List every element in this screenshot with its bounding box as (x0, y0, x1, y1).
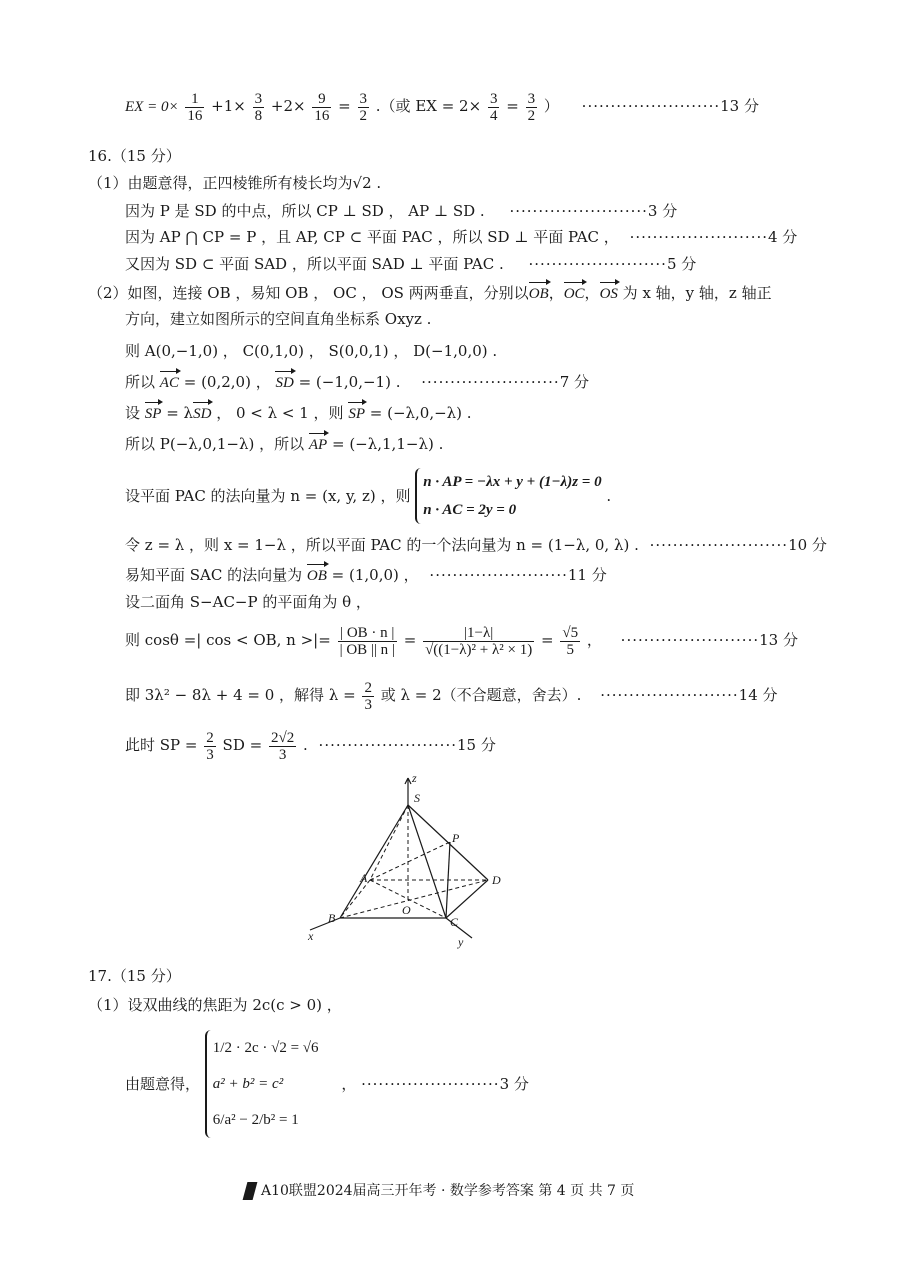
label-z: z (412, 771, 417, 785)
brand-logo-icon (243, 1182, 258, 1200)
label-s: S (414, 791, 420, 805)
q16-part2-line7: 设平面 PAC 的法向量为 n = (x, y, z) ，则 n · AP = −λx + y + (1−λ)z = 0 n · AC = 2y = 0 . (125, 468, 611, 524)
q16-part2-line9: 易知平面 SAC 的法向量为 OB = (1,0,0) ， ························11 分 (125, 566, 607, 584)
q17-part1-line1: （1）设双曲线的焦距为 2c(c > 0) ， (88, 996, 342, 1014)
q16-part2-line13: 此时 SP = $\frac{2}{3}$ SD = $\frac{2√2}{3}$ . ························15 分 (125, 729, 496, 763)
edge-cd (446, 880, 488, 918)
q16-part2-line10: 设二面角 S−AC−P 的平面角为 θ ， (125, 593, 371, 611)
label-y: y (458, 935, 464, 949)
q16-part2-line8: 令 z = λ ，则 x = 1−λ ，所以平面 PAC 的一个法向量为 n = (1−λ, 0, λ) . ························10 分 (125, 536, 827, 554)
edge-sb (340, 805, 408, 918)
label-d: D (492, 873, 501, 887)
q16-part1-line4: 又因为 SD ⊂ 平面 SAD ，所以平面 SAD ⊥ 平面 PAC . ························5 分 (125, 255, 697, 273)
q16-part2-line12: 即 3λ² − 8λ + 4 = 0 ，解得 λ = $\frac{2}{3}$ 或 λ = 2（不合题意，舍去）. ························14 分 (125, 679, 778, 713)
q16-part2-line5: 设 SP = λSD ， 0 < λ < 1 ，则 SP = (−λ,0,−λ) . (125, 404, 472, 422)
x-axis (310, 918, 340, 930)
edge-sc (408, 805, 446, 918)
q16-part2-line6: 所以 P(−λ,0,1−λ) ，所以 AP = (−λ,1,1−λ) . (125, 435, 444, 453)
pyramid-figure (300, 770, 520, 950)
q16-part2-line3: 则 A(0,−1,0) ， C(0,1,0) ， S(0,0,1) ， D(−1,0,0) . (125, 342, 498, 360)
score-dots: ························ (581, 97, 721, 115)
label-a: A (360, 871, 368, 885)
ex-line: EX = 0× $\frac{1}{16}$ +1× $\frac{3}{8}$ +2× $\frac{9}{16}$ = $\frac{3}{2}$ .（或 EX = 2× $\frac{3}{4}$ = $\frac{3}{2}$ ） ························13 分 (125, 90, 759, 124)
q16-part1-line1: （1）由题意得，正四棱锥所有棱长均为√2 . (88, 174, 382, 192)
q16-part2-line1: （2）如图，连接 OB ，易知 OB ， OC ， OS 两两垂直，分别以OB，OC，OS 为 x 轴，y 轴，z 轴正 (88, 284, 772, 302)
q16-part2-line11: 则 cosθ =| cos < OB, n >|= $\frac{| OB \cdot n |}{| OB || n |}$ = $\frac{|1-\lambda|}{\text{√((1−λ)² + λ² × 1)}}$ = $\frac{√5}{5}$ ， ························13 分 (125, 624, 798, 658)
q16-part1-line2: 因为 P 是 SD 的中点，所以 CP ⊥ SD ， AP ⊥ SD . ························3 分 (125, 202, 678, 220)
question-16-header: 16.（15 分） (88, 147, 181, 165)
label-x: x (308, 929, 314, 943)
label-o: O (402, 903, 411, 917)
page-footer: A10联盟2024届高三开年考 · 数学参考答案 第 4 页 共 7 页 (245, 1180, 634, 1200)
q16-part2-line4: 所以 AC = (0,2,0) ， SD = (−1,0,−1) . ························7 分 (125, 373, 590, 391)
question-17-header: 17.（15 分） (88, 967, 181, 985)
label-b: B (328, 911, 336, 925)
label-p: P (452, 831, 460, 845)
label-c: C (450, 915, 459, 929)
score-label: 13 分 (720, 97, 759, 115)
q17-system: 由题意得， 1/2 · 2c · √2 = √6 a² + b² = c² 6/a² − 2/b² = 1 ， ························3 分 (125, 1030, 529, 1138)
q16-part1-line3: 因为 AP ⋂ CP = P ，且 AP, CP ⊂ 平面 PAC ，所以 SD ⊥ 平面 PAC ， ························4 分 (125, 228, 798, 246)
q16-part2-line2: 方向，建立如图所示的空间直角坐标系 Oxyz . (125, 310, 432, 328)
